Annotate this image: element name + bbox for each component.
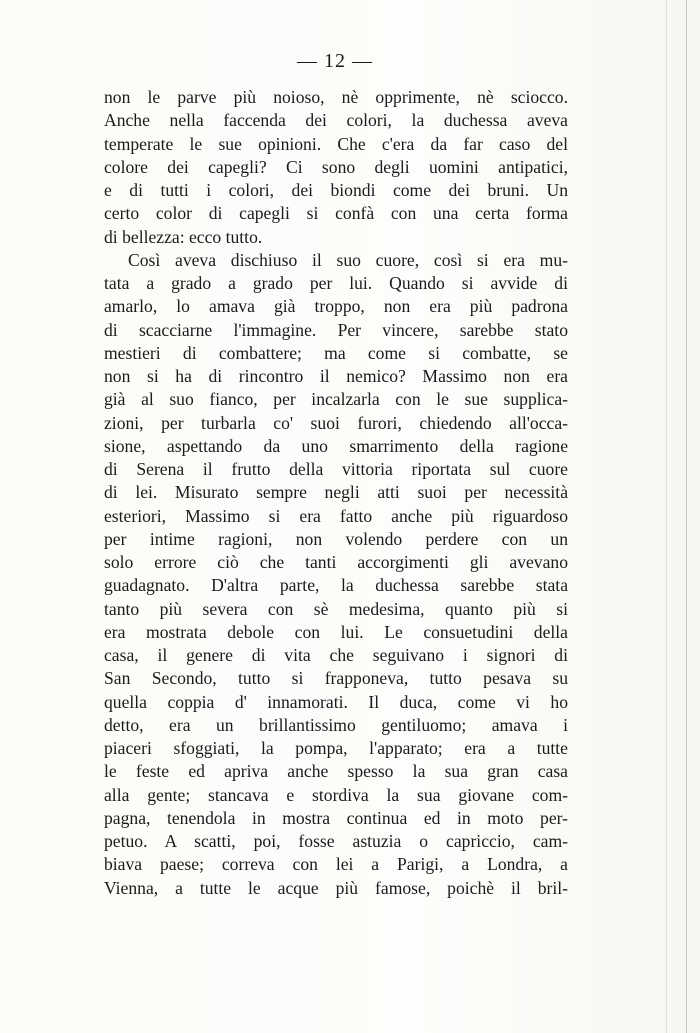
text-line: per intime ragioni, non volendo perdere con un <box>104 528 568 549</box>
text-line: tata a grado a grado per lui. Quando si avvide di <box>104 273 568 293</box>
text-line: guadagnato. D'altra parte, la duchessa sarebbe stata <box>104 575 568 596</box>
text-line: esteriori, Massimo si era fatto anche più riguardoso <box>104 505 568 526</box>
text-line: amarlo, lo amava già troppo, non era più padrona <box>104 296 568 317</box>
text-line: certo color di capegli si confà con una certa forma <box>104 203 568 224</box>
text-line: di scacciarne l'immagine. Per vincere, sarebbe stato <box>104 319 568 340</box>
text-line: Anche nella faccenda dei colori, la duchessa aveva <box>104 110 568 131</box>
text-line: detto, era un brillantissimo gentiluomo; amava i <box>104 714 568 735</box>
text-line: alla gente; stancava e stordiva la sua giovane com- <box>104 784 568 805</box>
text-line: era mostrata debole con lui. Le consuetudini della <box>104 621 568 642</box>
text-line: di Serena il frutto della vittoria riportata sul cuore <box>104 459 568 479</box>
text-line: colore dei capegli? Ci sono degli uomini antipatici, <box>104 156 568 177</box>
text-line: casa, il genere di vita che seguivano i signori di <box>104 645 568 665</box>
page-number: — 12 — <box>297 50 373 72</box>
text-line: non le parve più noioso, nè opprimente, nè sciocco. <box>104 87 568 107</box>
paragraph-start-line: Così aveva dischiuso il suo cuore, così si era mu- <box>128 249 568 270</box>
text-line: tanto più severa con sè medesima, quanto più si <box>104 598 568 619</box>
text-line: temperate le sue opinioni. Che c'era da far caso del <box>104 133 568 154</box>
text-line: di bellezza: ecco tutto. <box>104 226 263 247</box>
text-line: zioni, per turbarla co' suoi furori, chiedendo all'occa- <box>104 412 568 433</box>
text-line: non si ha di rincontro il nemico? Massimo non era <box>104 366 568 386</box>
text-line: pagna, tenendola in mostra continua ed in moto per- <box>104 807 568 828</box>
text-line: quella coppia d' innamorati. Il duca, come vi ho <box>104 691 568 712</box>
text-line: e di tutti i colori, dei biondi come dei bruni. Un <box>104 180 568 200</box>
text-line: San Secondo, tutto si frapponeva, tutto pesava su <box>104 668 568 689</box>
page-edge-inner <box>666 0 667 1033</box>
text-line: petuo. A scatti, poi, fosse astuzia o capriccio, cam- <box>104 831 568 851</box>
text-line: mestieri di combattere; ma come si combatte, se <box>104 342 568 363</box>
text-line: piaceri sfoggiati, la pompa, l'apparato; era a tutte <box>104 738 568 758</box>
text-line: sione, aspettando da uno smarrimento della ragione <box>104 435 568 456</box>
text-line: di lei. Misurato sempre negli atti suoi per necessità <box>104 482 568 503</box>
page-edge-outer <box>686 0 687 1033</box>
text-line: le feste ed apriva anche spesso la sua gran casa <box>104 761 568 782</box>
text-line: biava paese; correva con lei a Parigi, a Londra, a <box>104 854 568 875</box>
body-text <box>104 86 568 900</box>
text-line: già al suo fianco, per incalzarla con le sue supplica- <box>104 389 568 410</box>
text-line: solo errore ciò che tanti accorgimenti gli avevano <box>104 552 568 572</box>
text-line: Vienna, a tutte le acque più famose, poichè il bril- <box>104 877 568 898</box>
